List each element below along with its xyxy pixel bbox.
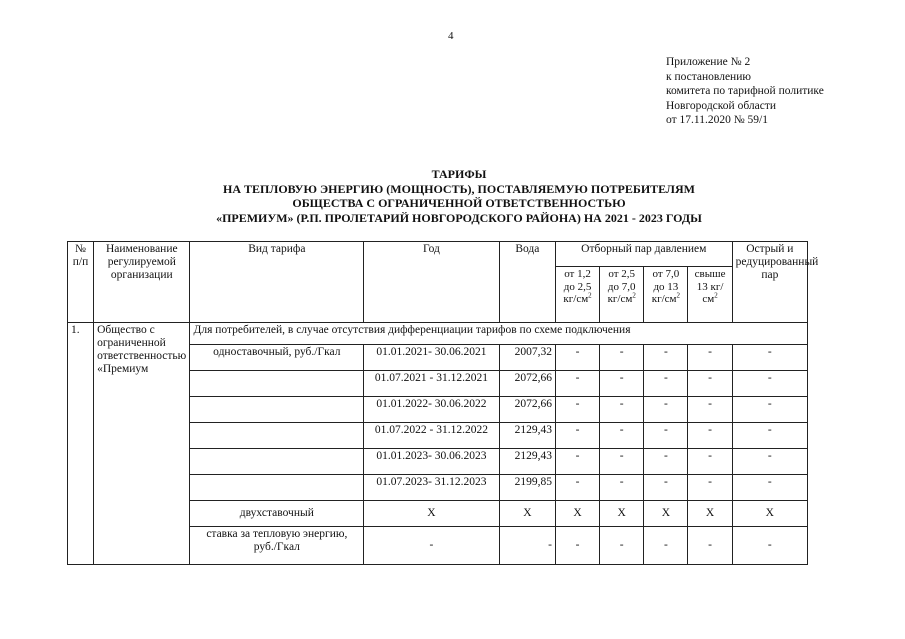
pressure-3-value: -	[644, 475, 688, 501]
appendix-line: к постановлению	[666, 70, 751, 83]
pressure-2-value: -	[600, 371, 644, 397]
water-tariff: 2199,85	[499, 475, 555, 501]
page-number: 4	[448, 30, 454, 42]
pressure-4-value: X	[688, 501, 732, 527]
appendix-line: комитета по тарифной политике	[666, 85, 824, 97]
pressure-2-value: -	[600, 475, 644, 501]
period-cell: 01.07.2021 - 31.12.2021	[364, 371, 500, 397]
header-pressure-3: от 7,0 до 13 $кг/см^2$	[644, 267, 688, 323]
pressure-3-value: -	[644, 423, 688, 449]
two-rate-label: двухставочный	[190, 501, 364, 527]
header-pressure-2: от 2,5 до 7,0 $кг/см^2$	[600, 267, 644, 323]
period-cell: 01.07.2022 - 31.12.2022	[364, 423, 500, 449]
water-tariff: 2072,66	[499, 397, 555, 423]
pressure-4-value: -	[688, 371, 732, 397]
pressure-4-value: -	[688, 345, 732, 371]
pressure-3-value: -	[644, 527, 688, 565]
sharp-steam-value: -	[732, 423, 807, 449]
title-line: «ПРЕМИУМ» (Р.П. ПРОЛЕТАРИЙ НОВГОРОДСКОГО РАЙОНА) НА 2021 - 2023 ГОДЫ	[216, 210, 702, 225]
title-line: ОБЩЕСТВА С ОГРАНИЧЕННОЙ ОТВЕТСТВЕННОСТЬЮ	[292, 196, 626, 210]
sharp-steam-value: -	[732, 371, 807, 397]
pressure-1-value: -	[555, 345, 599, 371]
empty-cell	[190, 423, 364, 449]
pressure-4-value: -	[688, 449, 732, 475]
appendix-block	[666, 55, 824, 128]
appendix-line: Приложение № 2	[666, 56, 751, 68]
water-tariff: -	[499, 527, 555, 565]
sharp-steam-value: -	[732, 345, 807, 371]
section-row	[68, 323, 808, 345]
water-tariff: 2129,43	[499, 449, 555, 475]
header-tariff-type: Вид тарифа	[190, 242, 364, 323]
pressure-1-value: -	[555, 423, 599, 449]
header-water: Вода	[499, 242, 555, 323]
water-tariff: 2129,43	[499, 423, 555, 449]
organization-name: Общество с ограниченной ответственностью «Премиум	[94, 323, 190, 565]
sharp-steam-value: -	[732, 397, 807, 423]
pressure-2-value: X	[600, 501, 644, 527]
appendix-line: от 17.11.2020 № 59/1	[666, 114, 768, 126]
header-org: Наименование регулируемой организации	[94, 242, 190, 323]
sharp-steam-value: -	[732, 527, 807, 565]
sharp-steam-value: X	[732, 501, 807, 527]
single-rate-label: одноставочный, руб./Гкал	[190, 345, 364, 371]
empty-cell	[190, 475, 364, 501]
title-line: НА ТЕПЛОВУЮ ЭНЕРГИЮ (МОЩНОСТЬ), ПОСТАВЛЯЕМУЮ ПОТРЕБИТЕЛЯМ	[223, 181, 695, 196]
pressure-3-value: -	[644, 397, 688, 423]
header-num: № п/п	[68, 242, 94, 323]
sharp-steam-value: -	[732, 449, 807, 475]
pressure-1-value: -	[555, 475, 599, 501]
pressure-4-value: -	[688, 397, 732, 423]
row-number: 1.	[68, 323, 94, 565]
header-steam: Отборный пар давлением	[555, 242, 732, 267]
pressure-2-value: -	[600, 449, 644, 475]
pressure-1-value: X	[555, 501, 599, 527]
period-cell: -	[364, 527, 500, 565]
header-year: Год	[364, 242, 500, 323]
pressure-3-value: -	[644, 371, 688, 397]
pressure-2-value: -	[600, 423, 644, 449]
header-pressure-1: от 1,2 до 2,5 $кг/см^2$	[555, 267, 599, 323]
period-cell: 01.07.2023- 31.12.2023	[364, 475, 500, 501]
empty-cell	[190, 449, 364, 475]
header-pressure-4: свыше 13 $кг/см^2$	[688, 267, 732, 323]
pressure-3-value: -	[644, 345, 688, 371]
pressure-4-value: -	[688, 423, 732, 449]
period-cell: 01.01.2021- 30.06.2021	[364, 345, 500, 371]
period-cell: X	[364, 501, 500, 527]
pressure-1-value: -	[555, 397, 599, 423]
period-cell: 01.01.2023- 30.06.2023	[364, 449, 500, 475]
pressure-3-value: X	[644, 501, 688, 527]
empty-cell	[190, 397, 364, 423]
water-tariff: 2007,32	[499, 345, 555, 371]
sharp-steam-value: -	[732, 475, 807, 501]
heat-rate-label: ставка за тепловую энергию, руб./Гкал	[190, 527, 364, 565]
pressure-4-value: -	[688, 475, 732, 501]
document-title	[170, 167, 748, 225]
period-cell: 01.01.2022- 30.06.2022	[364, 397, 500, 423]
header-row	[68, 242, 808, 267]
empty-cell	[190, 371, 364, 397]
pressure-2-value: -	[600, 397, 644, 423]
pressure-2-value: -	[600, 345, 644, 371]
pressure-1-value: -	[555, 371, 599, 397]
pressure-3-value: -	[644, 449, 688, 475]
section-label: Для потребителей, в случае отсутствия дифференциации тарифов по схеме подключения	[190, 323, 808, 345]
tariff-table	[67, 241, 819, 565]
water-tariff: X	[499, 501, 555, 527]
pressure-1-value: -	[555, 449, 599, 475]
pressure-2-value: -	[600, 527, 644, 565]
pressure-1-value: -	[555, 527, 599, 565]
water-tariff: 2072,66	[499, 371, 555, 397]
title-line: ТАРИФЫ	[431, 167, 487, 181]
pressure-4-value: -	[688, 527, 732, 565]
header-sharp-steam: Острый и редуцированный пар	[732, 242, 807, 323]
appendix-line: Новгородской области	[666, 99, 777, 112]
